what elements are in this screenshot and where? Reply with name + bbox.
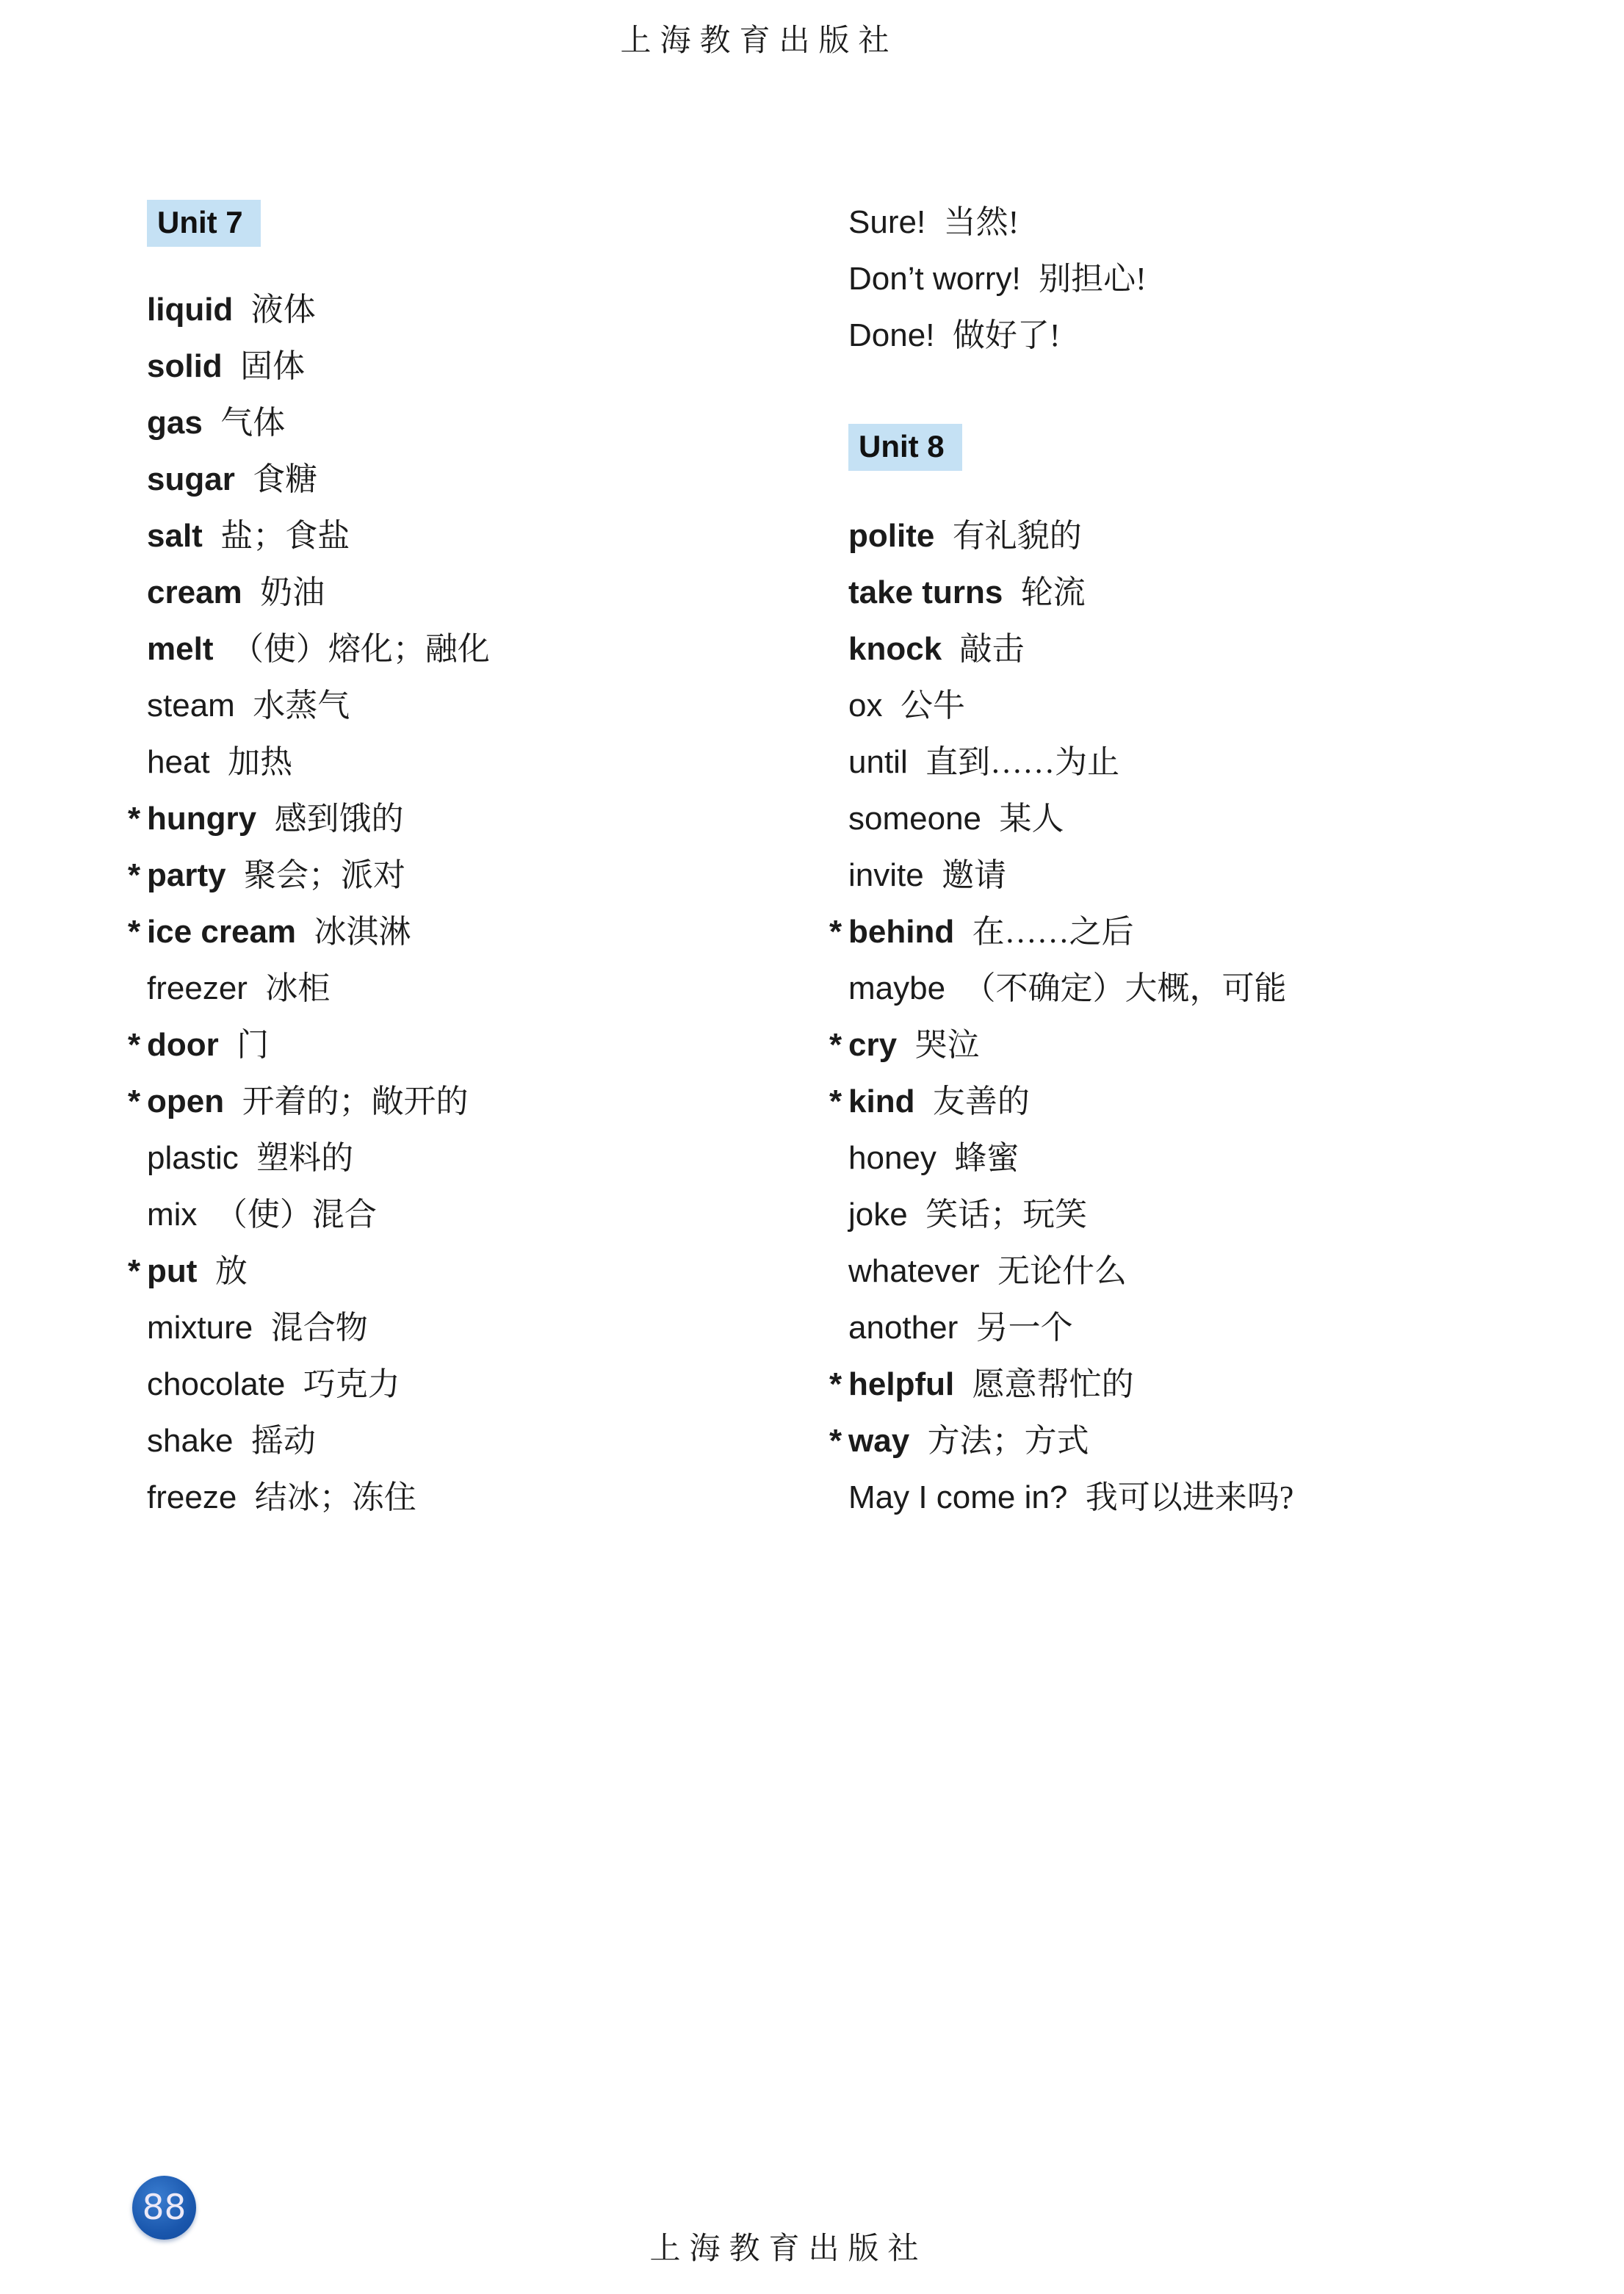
english-phrase: Done! [848, 317, 935, 353]
vocab-row [128, 790, 818, 847]
english-word: take turns [848, 574, 1003, 610]
english-word: hungry [147, 801, 257, 837]
english-word: solid [147, 348, 223, 384]
english-phrase: Don’t worry! [848, 261, 1021, 297]
chinese-meaning: 在……之后 [972, 914, 1134, 950]
unit7-heading-label: Unit 7 [157, 205, 243, 239]
phrase-row [829, 194, 1571, 250]
chinese-meaning: 直到……为止 [925, 744, 1120, 780]
chinese-meaning: 液体 [250, 292, 316, 328]
unit8-heading [848, 424, 962, 471]
unit7-phrases-list [829, 194, 1571, 364]
english-word: May I come in? [848, 1479, 1068, 1515]
phrase-row [829, 250, 1571, 307]
english-word: honey [848, 1140, 936, 1176]
chinese-meaning: 蜂蜜 [954, 1140, 1019, 1176]
chinese-meaning: 冰柜 [265, 970, 331, 1006]
star-marker: * [128, 1027, 141, 1063]
english-word: gas [147, 405, 203, 441]
english-word: freezer [147, 970, 248, 1006]
english-word: cry [848, 1027, 898, 1063]
chinese-meaning: 气体 [220, 405, 286, 441]
vocab-row [128, 1130, 818, 1186]
chinese-meaning: 邀请 [942, 857, 1007, 893]
chinese-meaning: 做好了! [952, 317, 1061, 353]
vocab-row [128, 903, 818, 960]
chinese-meaning: 聚会；派对 [244, 857, 406, 893]
english-word: maybe [848, 970, 946, 1006]
english-word: mixture [147, 1310, 253, 1346]
vocab-row [128, 281, 818, 338]
vocab-row [829, 564, 1571, 621]
english-word: mix [147, 1197, 198, 1233]
vocab-row [829, 1243, 1571, 1299]
vocab-row [829, 1130, 1571, 1186]
chinese-meaning: 笑话；玩笑 [925, 1197, 1088, 1233]
english-word: ox [848, 688, 883, 724]
chinese-meaning: 门 [237, 1027, 270, 1063]
vocab-row [829, 621, 1571, 677]
star-marker: * [128, 1083, 141, 1119]
phrase-row [829, 307, 1571, 364]
english-word: cream [147, 574, 242, 610]
english-word: liquid [147, 292, 234, 328]
vocab-row [829, 508, 1571, 564]
english-word: joke [848, 1197, 908, 1233]
english-word: invite [848, 857, 924, 893]
chinese-meaning: 加热 [228, 744, 293, 780]
page-footer [0, 2224, 1624, 2268]
vocab-row [829, 1469, 1571, 1526]
vocab-row [128, 734, 818, 790]
english-word: party [147, 857, 226, 893]
vocab-row [829, 1186, 1571, 1243]
english-word: someone [848, 801, 982, 837]
chinese-meaning: （不确定）大概，可能 [963, 970, 1287, 1006]
english-word: knock [848, 631, 942, 667]
vocab-row [128, 1186, 818, 1243]
vocab-row [128, 1413, 818, 1469]
vocab-row [128, 677, 818, 734]
english-word: put [147, 1253, 198, 1289]
chinese-meaning: 冰淇淋 [314, 914, 411, 950]
unit7-heading [147, 200, 261, 247]
english-word: another [848, 1310, 959, 1346]
vocab-row [829, 677, 1571, 734]
chinese-meaning: 固体 [240, 348, 306, 384]
vocab-row [829, 1299, 1571, 1356]
vocab-row [128, 1017, 818, 1073]
vocab-row [128, 960, 818, 1017]
english-word: whatever [848, 1253, 980, 1289]
chinese-meaning: 摇动 [250, 1423, 316, 1459]
vocab-row [128, 1243, 818, 1299]
english-word: freeze [147, 1479, 237, 1515]
publisher-name-footer: 上海教育出版社 [649, 2232, 928, 2266]
vocab-row [128, 451, 818, 508]
star-marker: * [128, 914, 141, 950]
english-word: shake [147, 1423, 234, 1459]
vocab-row [128, 508, 818, 564]
page-number: 88 [142, 2187, 187, 2228]
vocab-row [829, 960, 1571, 1017]
chinese-meaning: 友善的 [932, 1083, 1030, 1119]
vocab-row [829, 847, 1571, 903]
chinese-meaning: 轮流 [1020, 574, 1086, 610]
chinese-meaning: 奶油 [260, 574, 325, 610]
chinese-meaning: 开着的；敞开的 [242, 1083, 469, 1119]
english-word: heat [147, 744, 210, 780]
star-marker: * [128, 801, 141, 837]
vocab-row [128, 564, 818, 621]
vocab-row [829, 903, 1571, 960]
chinese-meaning: 另一个 [975, 1310, 1073, 1346]
chinese-meaning: 当然! [943, 204, 1019, 240]
star-marker: * [829, 1027, 842, 1063]
vocab-row [829, 1413, 1571, 1469]
unit8-heading-label: Unit 8 [859, 429, 945, 464]
chinese-meaning: 有礼貌的 [952, 518, 1082, 554]
chinese-meaning: 放 [214, 1253, 248, 1289]
english-phrase: Sure! [848, 204, 926, 240]
vocab-row [829, 1017, 1571, 1073]
chinese-meaning: 结冰；冻住 [254, 1479, 416, 1515]
chinese-meaning: 巧克力 [303, 1366, 400, 1402]
english-word: helpful [848, 1366, 955, 1402]
english-word: plastic [147, 1140, 239, 1176]
vocab-row [128, 1356, 818, 1413]
chinese-meaning: 别担心! [1039, 261, 1147, 297]
chinese-meaning: 方法；方式 [927, 1423, 1089, 1459]
english-word: behind [848, 914, 955, 950]
english-word: steam [147, 688, 235, 724]
vocab-row [128, 338, 818, 394]
english-word: open [147, 1083, 225, 1119]
vocab-row [128, 1469, 818, 1526]
vocab-row [128, 394, 818, 451]
chinese-meaning: 某人 [999, 801, 1064, 837]
chinese-meaning: 哭泣 [914, 1027, 980, 1063]
english-word: way [848, 1423, 910, 1459]
vocab-row [829, 1356, 1571, 1413]
star-marker: * [829, 914, 842, 950]
chinese-meaning: 食糖 [253, 461, 318, 497]
vocab-row [128, 1299, 818, 1356]
english-word: salt [147, 518, 203, 554]
english-word: ice cream [147, 914, 297, 950]
english-word: chocolate [147, 1366, 286, 1402]
chinese-meaning: 无论什么 [997, 1253, 1127, 1289]
vocab-row [128, 621, 818, 677]
english-word: door [147, 1027, 219, 1063]
star-marker: * [829, 1366, 842, 1402]
unit7-column [128, 200, 818, 1526]
english-word: melt [147, 631, 214, 667]
vocab-row [128, 847, 818, 903]
vocab-row [829, 1073, 1571, 1130]
chinese-meaning: （使）混合 [214, 1197, 377, 1233]
publisher-name-header: 上海教育出版社 [620, 24, 898, 58]
chinese-meaning: 公牛 [900, 688, 965, 724]
english-word: polite [848, 518, 935, 554]
english-word: until [848, 744, 908, 780]
vocab-row [829, 734, 1571, 790]
unit8-vocab-list [829, 508, 1571, 1526]
chinese-meaning: 敲击 [959, 631, 1025, 667]
star-marker: * [829, 1083, 842, 1119]
star-marker: * [128, 857, 141, 893]
chinese-meaning: （使）熔化；融化 [231, 631, 490, 667]
chinese-meaning: 愿意帮忙的 [972, 1366, 1134, 1402]
chinese-meaning: 塑料的 [256, 1140, 354, 1176]
chinese-meaning: 我可以进来吗? [1085, 1479, 1294, 1515]
english-word: sugar [147, 461, 235, 497]
english-word: kind [848, 1083, 915, 1119]
chinese-meaning: 感到饿的 [274, 801, 404, 837]
chinese-meaning: 混合物 [270, 1310, 368, 1346]
unit7-vocab-list [128, 281, 818, 1526]
page-header [0, 16, 1624, 60]
chinese-meaning: 盐；食盐 [220, 518, 350, 554]
chinese-meaning: 水蒸气 [253, 688, 350, 724]
unit8-column [829, 194, 1571, 1526]
vocab-row [128, 1073, 818, 1130]
star-marker: * [829, 1423, 842, 1459]
star-marker: * [128, 1253, 141, 1289]
vocab-row [829, 790, 1571, 847]
